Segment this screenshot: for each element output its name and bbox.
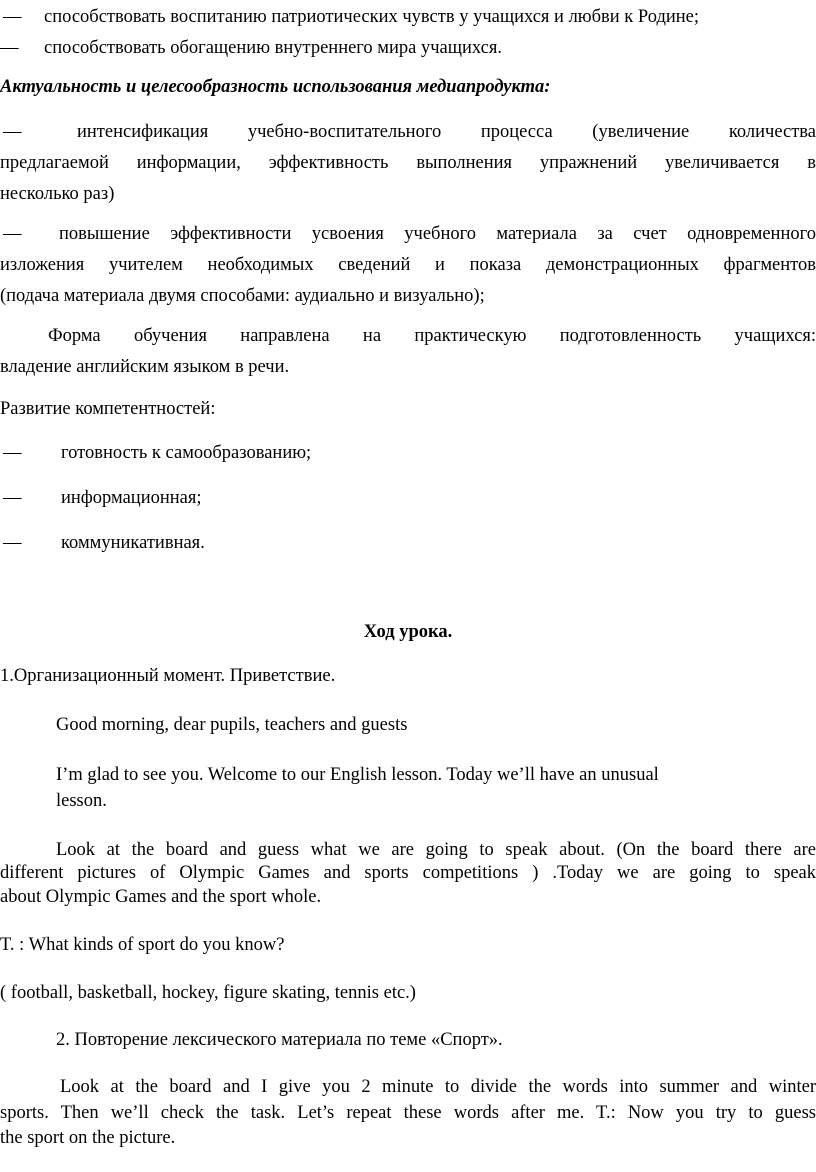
board-line-1: Look at the board and guess what we are going to speak about. (On the board there are — [56, 840, 816, 860]
competency-item: — готовность к самообразованию; — [3, 443, 312, 463]
relevance-item-2-line-2: изложения учителем необходимых сведений и показа демонстрационных фрагментов — [0, 255, 816, 275]
step-2-heading: 2. Повторение лексического материала по теме «Спорт». — [56, 1030, 503, 1050]
dash-mark: — — [3, 488, 22, 508]
task-line-3: the sport on the picture. — [0, 1128, 176, 1148]
dash-mark: — — [3, 443, 22, 463]
competencies-heading: Развитие компетентностей: — [0, 399, 216, 419]
intro-bullet-2: — способствовать обогащению внутреннего мира учащихся. — [0, 38, 502, 58]
relevance-heading: Актуальность и целесообразность использования медиапродукта: — [0, 77, 551, 97]
dash-mark: — — [0, 38, 19, 58]
task-line-2: sports. Then we’ll check the task. Let’s repeat these words after me. T.: Now you try to guess — [0, 1103, 816, 1123]
dash-mark: — — [3, 533, 22, 553]
task-line-1: Look at the board and I give you 2 minute to divide the words into summer and winter — [60, 1077, 816, 1097]
intro-bullet-1: — способствовать воспитанию патриотических чувств у учащихся и любви к Родине; — [3, 7, 700, 27]
sport-answers: ( football, basketball, hockey, figure skating, tennis etc.) — [0, 983, 416, 1003]
board-line-3: about Olympic Games and the sport whole. — [0, 887, 322, 907]
step-1-heading: 1.Организационный момент. Приветствие. — [0, 666, 336, 686]
relevance-item-1-line-3: несколько раз) — [0, 184, 115, 204]
form-line-1: Форма обучения направлена на практическую подготовленность учащихся: — [48, 326, 816, 346]
lesson-title: Ход урока. — [363, 622, 453, 642]
welcome-line-2: lesson. — [56, 791, 107, 811]
competency-item: — информационная; — [3, 488, 202, 508]
relevance-item-1-line-2: предлагаемой информации, эффективность выполнения упражнений увеличивается в — [0, 153, 816, 173]
relevance-item-2-line-3: (подача материала двумя способами: аудиально и визуально); — [0, 286, 485, 306]
competency-item: — коммуникативная. — [3, 533, 205, 553]
dash-mark: — — [3, 224, 22, 244]
teacher-question: T. : What kinds of sport do you know? — [0, 935, 285, 955]
form-line-2: владение английским языком в речи. — [0, 357, 290, 377]
relevance-item-1-line-1: — интенсификация учебно-воспитательного процесса (увеличение количества — [3, 122, 816, 142]
dash-mark: — — [3, 122, 22, 142]
welcome-line-1: I’m glad to see you. Welcome to our English lesson. Today we’ll have an unusual — [56, 765, 659, 785]
dash-mark: — — [3, 7, 22, 27]
greeting-line: Good morning, dear pupils, teachers and guests — [56, 715, 408, 735]
relevance-item-2-line-1: — повышение эффективности усвоения учебного материала за счет одновременного — [3, 224, 816, 244]
board-line-2: different pictures of Olympic Games and sports competitions ) .Today we are going to speak — [0, 863, 816, 883]
